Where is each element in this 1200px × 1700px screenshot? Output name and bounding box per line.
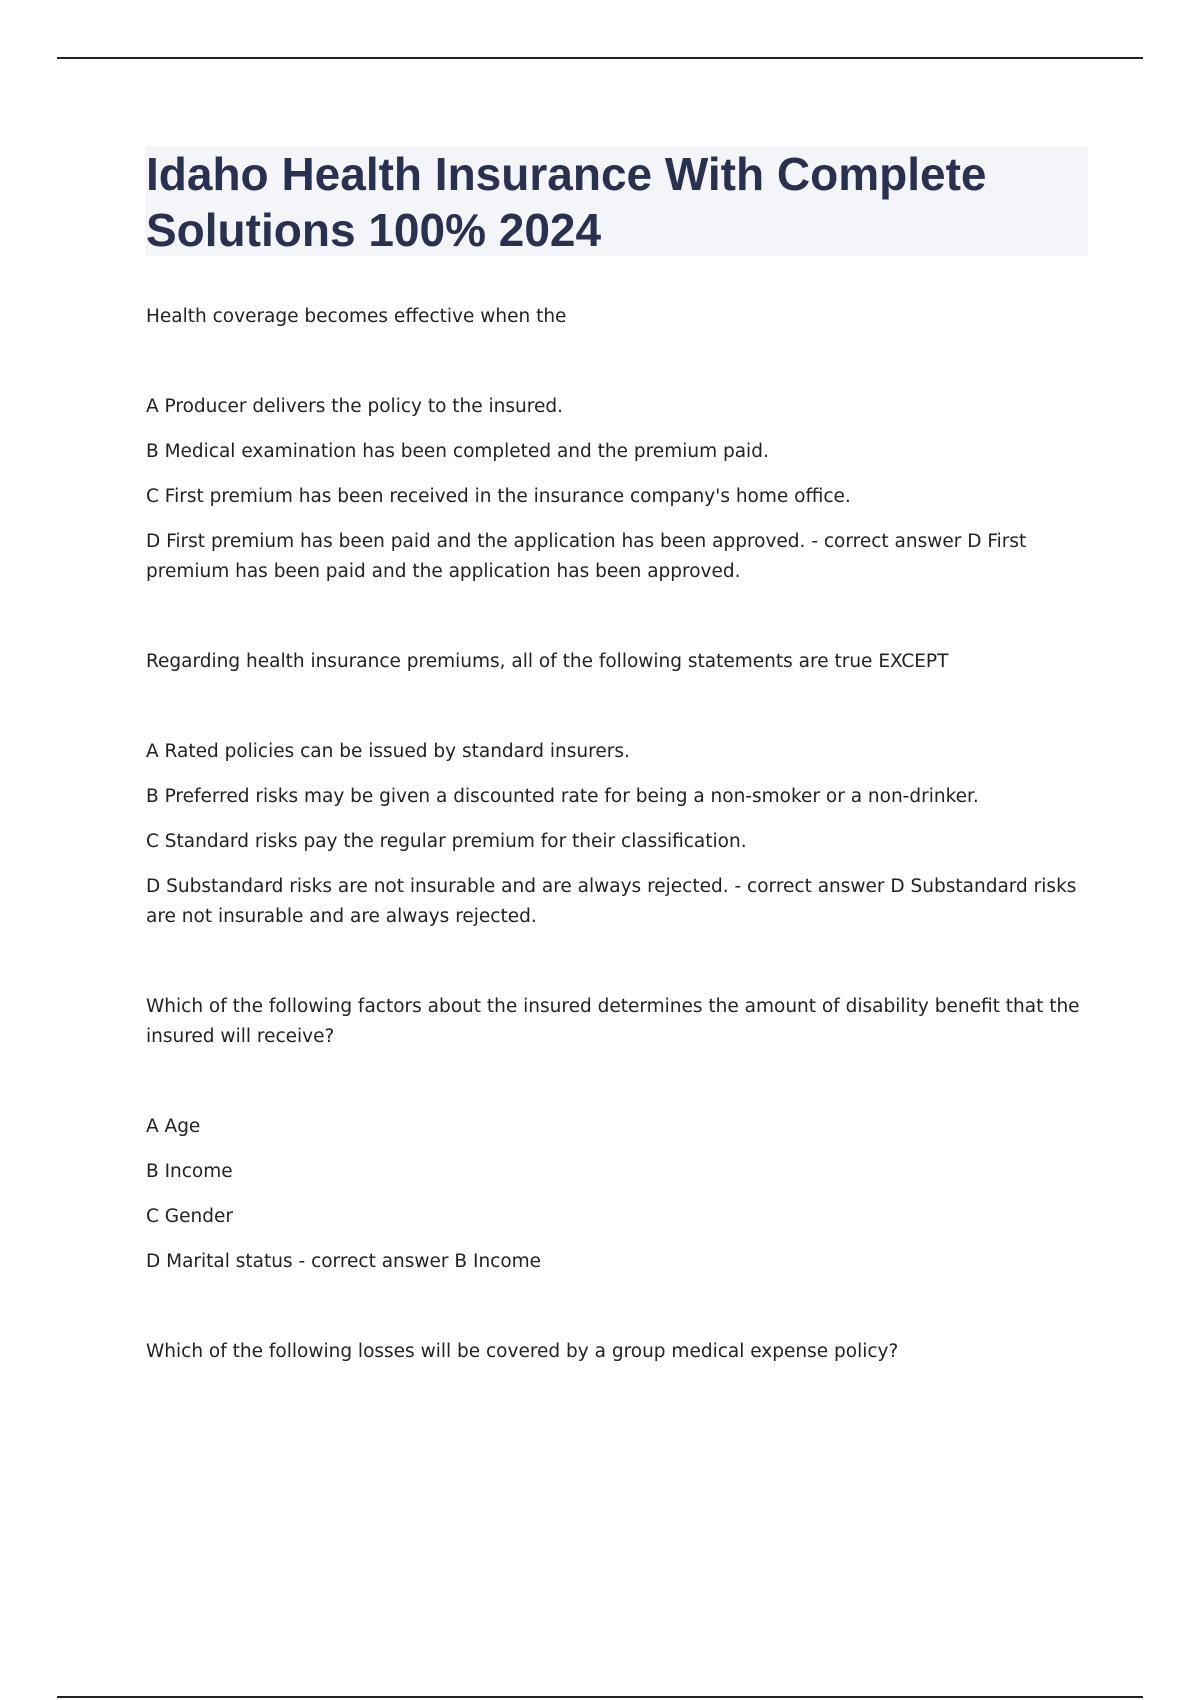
bottom-rule: [57, 1696, 1143, 1698]
question-block-4: [146, 1337, 1086, 1367]
answer-option-a: A Rated policies can be issued by standard insurers.: [146, 741, 630, 762]
answer-option-c: C First premium has been received in the insurance company's home office.: [146, 486, 851, 507]
top-rule: [57, 57, 1143, 59]
answer-options: [146, 1112, 1086, 1277]
answer-option-b: B Income: [146, 1161, 233, 1182]
question-text: Regarding health insurance premiums, all of the following statements are true EXCEPT: [146, 651, 949, 672]
question-block-2: [146, 647, 1086, 932]
question-block-3: [146, 992, 1086, 1277]
document-title: Idaho Health Insurance With Complete Solutions 100% 2024: [146, 148, 987, 256]
answer-option-c: C Gender: [146, 1206, 233, 1227]
answer-option-c: C Standard risks pay the regular premium for their classification.: [146, 831, 747, 852]
question-text: Which of the following factors about the insured determines the amount of disability benefit that the insured will receive?: [146, 996, 1080, 1047]
answer-option-d: D First premium has been paid and the application has been approved. - correct answer D First premium has been paid and the application has been approved.: [146, 531, 1027, 582]
answer-options: [146, 737, 1086, 932]
answer-option-b: B Preferred risks may be given a discounted rate for being a non-smoker or a non-drinker.: [146, 786, 979, 807]
question-text: Health coverage becomes effective when the: [146, 306, 567, 327]
title-banner: [146, 146, 1088, 256]
answer-option-b: B Medical examination has been completed and the premium paid.: [146, 441, 769, 462]
answer-option-d: D Substandard risks are not insurable and are always rejected. - correct answer D Substandard risks are not insurable and are always rejected.: [146, 876, 1077, 927]
answer-option-d: D Marital status - correct answer B Income: [146, 1251, 542, 1272]
question-block-1: [146, 302, 1086, 587]
answer-options: [146, 392, 1086, 587]
question-text: Which of the following losses will be covered by a group medical expense policy?: [146, 1341, 899, 1362]
document-body: [146, 302, 1086, 1427]
answer-option-a: A Age: [146, 1116, 201, 1137]
answer-option-a: A Producer delivers the policy to the insured.: [146, 396, 563, 417]
